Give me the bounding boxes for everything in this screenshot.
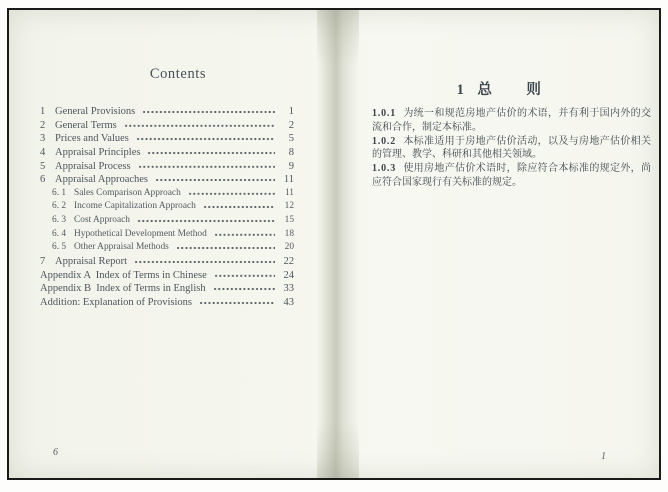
toc-entry	[40, 255, 294, 269]
contents-heading: Contents	[149, 66, 207, 82]
clause-text: 本标准适用于房地产估价活动，以及与房地产估价相关的管理、教学、科研和其他相关领域。	[372, 135, 651, 161]
toc-entry-label: Cost Approach	[74, 215, 130, 226]
toc-entry-page: 18	[284, 228, 294, 239]
toc-entry-label: Appendix A Index of Terms in Chinese	[40, 269, 207, 281]
dot-leader	[124, 119, 275, 133]
toc-entry	[40, 282, 294, 296]
toc-entry-page: 22	[283, 256, 294, 268]
toc-entry	[40, 105, 294, 119]
dot-leader	[136, 132, 275, 146]
clause-text: 使用房地产估价术语时，除应符合本标准的规定外，尚应符合国家现行有关标准的规定。	[372, 163, 651, 188]
toc-entry-page: 24	[283, 269, 294, 281]
toc-entry-label: Appendix B Index of Terms in English	[40, 283, 206, 295]
chapter-heading	[349, 78, 649, 99]
clause-number: 1.0.1	[372, 108, 396, 119]
toc-entry-number: 7	[40, 256, 46, 268]
toc-list	[40, 105, 294, 310]
clause	[372, 135, 651, 163]
chapter-title-word2: 则	[526, 82, 542, 98]
toc-entry-number: 6	[40, 174, 46, 186]
toc-entry-page: 11	[283, 174, 294, 186]
clause	[372, 162, 651, 190]
toc-entry	[40, 146, 294, 160]
toc-entry	[40, 296, 294, 310]
toc-entry	[40, 187, 294, 201]
toc-entry	[40, 269, 294, 283]
toc-entry-number: 6. 4	[52, 228, 67, 239]
book-spread-scan	[7, 8, 661, 480]
toc-entry	[40, 173, 294, 187]
right-page-number: 1	[601, 451, 606, 462]
toc-entry-label: Appraisal Process	[55, 160, 131, 172]
toc-entry-page: 1	[288, 106, 294, 117]
clause-list	[372, 107, 651, 190]
clause-number: 1.0.3	[372, 163, 396, 175]
chapter-number: 1	[456, 82, 465, 98]
dot-leader	[203, 200, 275, 214]
chapter-title-word1: 总	[477, 82, 493, 98]
toc-entry-label: Appraisal Approaches	[55, 174, 149, 186]
toc-entry-label: Other Appraisal Methods	[74, 242, 169, 253]
dot-leader	[147, 146, 275, 160]
toc-entry-label: Hypothetical Development Method	[74, 228, 207, 239]
toc-entry-number: 4	[40, 146, 46, 158]
dot-leader	[176, 241, 275, 255]
toc-entry-label: Income Capitalization Approach	[74, 201, 196, 212]
left-page-number: 6	[53, 447, 58, 458]
dot-leader	[155, 173, 275, 187]
toc-entry-page: 5	[288, 133, 294, 145]
dot-leader	[142, 105, 275, 119]
toc-entry-label: Appraisal Principles	[55, 146, 141, 158]
dot-leader	[214, 228, 275, 242]
toc-entry-number: 3	[40, 133, 46, 145]
toc-entry-number: 1	[40, 106, 46, 117]
clause	[372, 107, 651, 135]
toc-entry	[40, 214, 294, 228]
dot-leader	[138, 160, 275, 174]
toc-entry-page: 15	[284, 215, 294, 226]
toc-entry	[40, 228, 294, 242]
toc-entry-number: 6. 2	[52, 201, 67, 212]
dot-leader	[213, 282, 275, 296]
toc-entry-label: Addition: Explanation of Provisions	[40, 296, 192, 308]
toc-entry-number: 5	[40, 160, 46, 172]
clause-number: 1.0.2	[372, 135, 396, 147]
dot-leader	[188, 187, 275, 201]
toc-entry-number: 6. 3	[52, 215, 67, 226]
toc-entry-number: 6. 5	[52, 242, 67, 253]
toc-entry-page: 20	[284, 242, 294, 253]
toc-entry-number: 2	[40, 119, 46, 131]
toc-entry-label: General Provisions	[55, 106, 136, 117]
toc-entry-page: 12	[284, 201, 294, 212]
toc-entry-page: 8	[288, 146, 294, 158]
toc-entry-label: Appraisal Report	[55, 256, 128, 268]
dot-leader	[137, 214, 275, 228]
dot-leader	[134, 255, 275, 269]
toc-entry	[40, 132, 294, 146]
toc-entry-label: Sales Comparison Approach	[74, 187, 181, 198]
toc-entry-label: Prices and Values	[55, 133, 129, 145]
toc-entry-page: 33	[283, 283, 294, 295]
toc-entry-page: 2	[288, 119, 294, 131]
toc-entry-page: 43	[283, 296, 294, 308]
toc-entry	[40, 160, 294, 174]
toc-entry	[40, 241, 294, 255]
toc-entry-page: 9	[288, 160, 294, 172]
dot-leader	[214, 269, 275, 283]
toc-entry	[40, 119, 294, 133]
toc-entry-number: 6. 1	[52, 187, 67, 198]
toc-entry	[40, 200, 294, 214]
clause-text: 为统一和规范房地产估价的术语，并有利于国内外的交流和合作，制定本标准。	[372, 108, 651, 133]
toc-entry-page: 11	[284, 187, 294, 198]
toc-entry-label: General Terms	[55, 119, 117, 131]
dot-leader	[199, 296, 275, 310]
